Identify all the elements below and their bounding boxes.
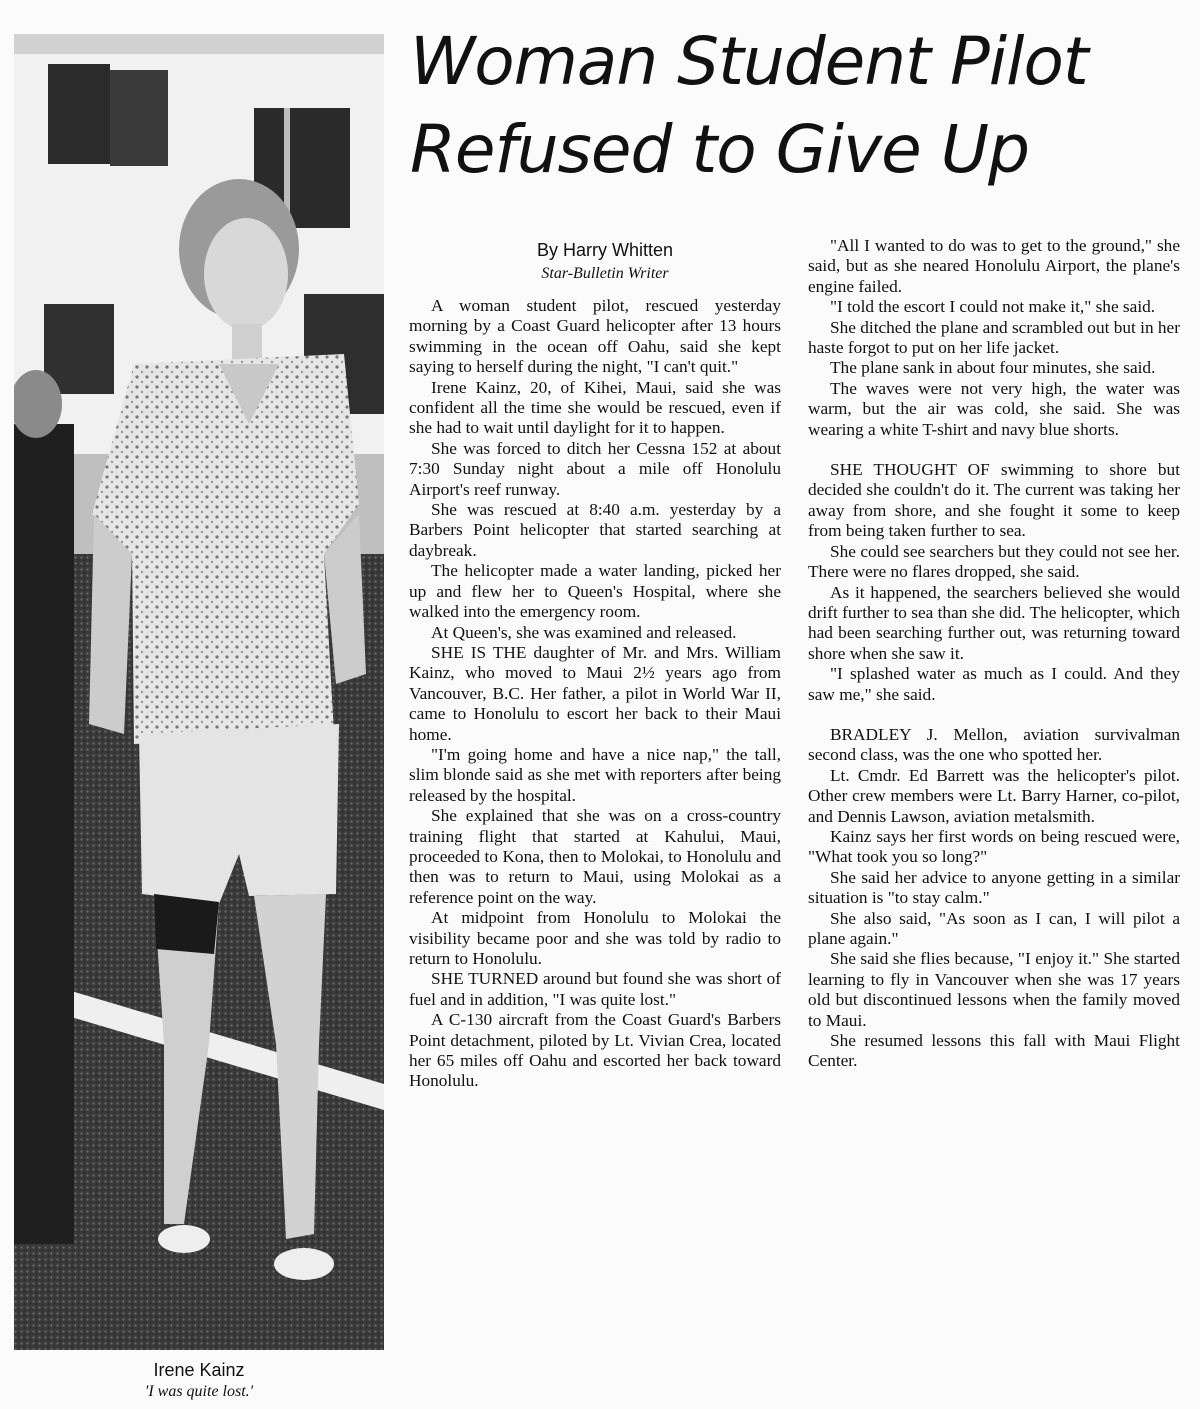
paragraph: She said she flies because, "I enjoy it." She started learning to fly in Vancouver when she was 17 years old but discontinued lessons when the family moved to Maui. — [808, 949, 1180, 1030]
paragraph: At Queen's, she was examined and released. — [431, 622, 737, 642]
paragraph: She also said, "As soon as I can, I will pilot a plane again." — [808, 908, 1180, 948]
paragraph: "I'm going home and have a nice nap," the tall, slim blonde said as she met with reporters after being released by the hospital. — [409, 744, 781, 805]
paragraph: BRADLEY J. Mellon, aviation survivalman second class, was the one who spotted her. — [808, 724, 1180, 765]
paragraph: SHE IS THE daughter of Mr. and Mrs. William Kainz, who moved to Maui 2½ years ago from Vancouver, B.C. Her father, a pilot in World War II, came to Honolulu to escort her back to their Maui home. — [409, 642, 781, 744]
paragraph: A woman student pilot, rescued yesterday morning by a Coast Guard helicopter after 13 hours swimming in the ocean off Oahu, said she kept saying to herself during the night, "I can't quit." — [409, 296, 781, 377]
headline-line-2: Refused to Give Up — [410, 111, 1029, 188]
paragraph: As it happened, the searchers believed she would drift further to sea than she did. The helicopter, which had been searching further out, was returning toward shore when she saw it. — [808, 582, 1180, 663]
byline-author: By Harry Whitten — [536, 240, 674, 260]
headline-line-1: Woman Student Pilot — [410, 23, 1088, 100]
article-column-1 — [409, 296, 781, 1092]
paragraph: She explained that she was on a cross-country training flight that started at Kahului, Maui, proceeded to Kona, then to Molokai, to Honolulu and then was to return to Maui, using Molokai as a reference point on the way. — [409, 806, 781, 907]
paragraph: She could see searchers but they could not see her. There were no flares dropped, she said. — [808, 541, 1180, 582]
article-column-2 — [808, 236, 1180, 1072]
paragraph: The helicopter made a water landing, picked her up and flew her to Queen's Hospital, where she walked into the emergency room. — [409, 561, 781, 622]
paragraph: SHE TURNED around but found she was short of fuel and in addition, "I was quite lost." — [409, 969, 781, 1009]
paragraph: The plane sank in about four minutes, she said. — [830, 358, 1156, 378]
paragraph: She said her advice to anyone getting in a similar situation is "to stay calm." — [808, 867, 1180, 908]
photo-of-irene-kainz — [14, 34, 384, 1350]
headline — [410, 18, 1195, 194]
paragraph: Kainz says her first words on being rescued were, "What took you so long?" — [808, 826, 1180, 867]
photo-caption-quote: 'I was quite lost.' — [144, 1383, 254, 1400]
photo-caption-name: Irene Kainz — [153, 1360, 245, 1380]
paragraph: She was rescued at 8:40 a.m. yesterday by a Barbers Point helicopter that started searching at daybreak. — [409, 500, 781, 560]
paragraph: She ditched the plane and scrambled out but in her haste forgot to put on her life jacket. — [808, 317, 1180, 358]
paragraph: A C-130 aircraft from the Coast Guard's Barbers Point detachment, piloted by Lt. Vivian Crea, located her 65 miles off Oahu and escorted her back toward Honolulu. — [409, 1010, 781, 1091]
paragraph: The waves were not very high, the water was warm, but the air was cold, she said. She was wearing a white T-shirt and navy blue shorts. — [808, 378, 1180, 439]
paragraph: "I told the escort I could not make it," she said. — [830, 297, 1156, 317]
byline-title: Star-Bulletin Writer — [541, 265, 669, 282]
paragraph: She was forced to ditch her Cessna 152 at about 7:30 Sunday night about a mile off Honolulu Airport's reef runway. — [409, 438, 781, 499]
paragraph: She resumed lessons this fall with Maui Flight Center. — [808, 1031, 1180, 1071]
paragraph: SHE THOUGHT OF swimming to shore but decided she couldn't do it. The current was taking her away from shore, and she fought it some to keep from being taken further to sea. — [808, 460, 1180, 541]
paragraph: At midpoint from Honolulu to Molokai the visibility became poor and she was told by radio to return to Honolulu. — [409, 908, 781, 968]
paragraph: Lt. Cmdr. Ed Barrett was the helicopter's pilot. Other crew members were Lt. Barry Harner, co-pilot, and Dennis Lawson, aviation metalsmith. — [808, 765, 1180, 826]
paragraph: "All I wanted to do was to get to the ground," she said, but as she neared Honolulu Airport, the plane's engine failed. — [808, 236, 1180, 296]
paragraph: "I splashed water as much as I could. And they saw me," she said. — [808, 664, 1180, 704]
article-photo — [14, 34, 384, 1350]
paragraph: Irene Kainz, 20, of Kihei, Maui, said she was confident all the time she would be rescued, even if she had to wait until daylight for it to happen. — [409, 377, 781, 438]
